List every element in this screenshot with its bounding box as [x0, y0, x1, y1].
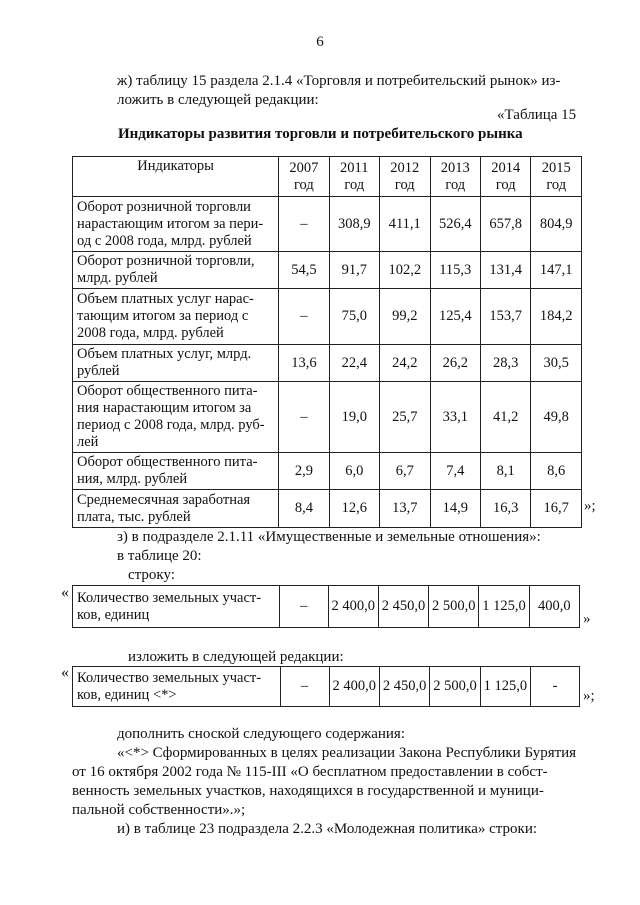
cell-value: 24,2: [380, 345, 430, 382]
section-i-line-1: и) в таблице 23 подраздела 2.2.3 «Молодежная политика» строки:: [117, 821, 538, 837]
cell-value: –: [279, 382, 329, 453]
footnote-line-2: «<*> Сформированных в целях реализации Закона Республики Бурятия: [117, 745, 577, 761]
year-label: 2013: [440, 159, 470, 176]
state-line: изложить в следующей редакции:: [128, 649, 344, 665]
year-label: 2014: [491, 159, 521, 176]
year-unit: год: [394, 176, 415, 193]
table-row: [73, 345, 582, 382]
table15: [72, 156, 582, 528]
cell-value: 657,8: [481, 197, 531, 252]
section-z-line-3: строку:: [128, 567, 175, 583]
cell-value: 33,1: [430, 382, 480, 453]
row-label: [73, 453, 279, 490]
cell-value: 13,7: [380, 490, 430, 528]
cell-value: 14,9: [430, 490, 480, 528]
cell-value: 41,2: [481, 382, 531, 453]
cell-value: 13,6: [279, 345, 329, 382]
table-row: [73, 667, 580, 707]
cell-value: 6,7: [380, 453, 430, 490]
cell-value: –: [279, 586, 328, 628]
label-line: рублей: [77, 363, 120, 379]
row-label: [73, 586, 280, 628]
year-label: 2012: [390, 159, 420, 176]
cell-value: 2 400,0: [328, 586, 378, 628]
cell-value: 526,4: [430, 197, 480, 252]
year-unit: год: [495, 176, 516, 193]
table15-end-mark: »;: [584, 498, 596, 514]
label-line: плата, тыс. рублей: [77, 508, 191, 525]
cell-value: 26,2: [430, 345, 480, 382]
cell-value: –: [279, 197, 329, 252]
cell-value: 49,8: [531, 382, 582, 453]
cell-value: 25,7: [380, 382, 430, 453]
cell-value: 400,0: [529, 586, 579, 628]
cell-value: 147,1: [531, 252, 582, 289]
label-line: Оборот розничной торговли: [77, 198, 251, 215]
label-line: Объем платных услуг, млрд.: [77, 346, 252, 362]
row-label: [73, 252, 279, 289]
cell-value: 115,3: [430, 252, 480, 289]
label-line: Оборот розничной торговли,: [77, 253, 255, 269]
cell-value: 22,4: [329, 345, 379, 382]
table15-header-row: [73, 157, 582, 197]
label-line: ков, единиц <*>: [77, 686, 177, 703]
cell-value: 2,9: [279, 453, 329, 490]
table-row: [73, 586, 580, 628]
header-year: [531, 157, 582, 197]
cell-value: 2 500,0: [429, 586, 479, 628]
section-z-line-1: з) в подразделе 2.1.11 «Имущественные и земельные отношения»:: [117, 529, 541, 545]
cell-value: 184,2: [531, 289, 582, 345]
cell-value: 16,7: [531, 490, 582, 528]
page-number: 6: [316, 34, 324, 50]
row-new-table: [72, 666, 580, 707]
table15-caption: «Таблица 15: [497, 107, 577, 123]
label-line: од с 2008 года, млрд. рублей: [77, 232, 252, 249]
cell-value: 411,1: [380, 197, 430, 252]
cell-value: 75,0: [329, 289, 379, 345]
cell-value: 28,3: [481, 345, 531, 382]
row-label: [73, 197, 279, 252]
close-quote-old: »: [583, 611, 591, 627]
cell-value: 2 500,0: [430, 667, 480, 707]
label-line: Оборот общественного пита-: [77, 454, 258, 470]
cell-value: 16,3: [481, 490, 531, 528]
header-year: [380, 157, 430, 197]
intro-line-2: ложить в следующей редакции:: [117, 92, 319, 108]
cell-value: 308,9: [329, 197, 379, 252]
label-line: ния, млрд. рублей: [77, 471, 188, 487]
cell-value: 6,0: [329, 453, 379, 490]
label-line: Объем платных услуг нарас-: [77, 291, 254, 307]
open-quote-old: «: [61, 584, 69, 601]
year-unit: год: [344, 176, 365, 193]
year-label: 2015: [541, 159, 571, 176]
cell-value: –: [280, 667, 329, 707]
table-row: [73, 289, 582, 345]
cell-value: 131,4: [481, 252, 531, 289]
label-line: лей: [77, 434, 99, 450]
header-indicators: Индикаторы: [73, 157, 279, 197]
cell-value: 1 125,0: [479, 586, 529, 628]
cell-value: 91,7: [329, 252, 379, 289]
cell-value: 7,4: [430, 453, 480, 490]
cell-value: 54,5: [279, 252, 329, 289]
cell-value: 1 125,0: [480, 667, 530, 707]
section-z-line-2: в таблице 20:: [117, 548, 202, 564]
table-row: [73, 382, 582, 453]
label-line: тающим итогом за период с: [77, 308, 249, 324]
label-line: ния нарастающим итогом за: [77, 400, 252, 416]
label-line: период с 2008 года, млрд. руб-: [77, 417, 265, 433]
footnote-line-1: дополнить сноской следующего содержания:: [117, 726, 406, 742]
table-row: [73, 197, 582, 252]
year-label: 2011: [340, 159, 369, 176]
row-label: [73, 382, 279, 453]
cell-value: 2 450,0: [378, 586, 428, 628]
cell-value: 153,7: [481, 289, 531, 345]
footnote-line-5: пальной собственности».»;: [72, 802, 246, 818]
header-year: [329, 157, 379, 197]
header-year: [430, 157, 480, 197]
cell-value: 102,2: [380, 252, 430, 289]
cell-value: 19,0: [329, 382, 379, 453]
table-row: [73, 490, 582, 528]
footnote-line-4: венность земельных участков, находящихся в государственной и муници-: [72, 783, 544, 799]
year-unit: год: [546, 176, 567, 193]
cell-value: 30,5: [531, 345, 582, 382]
label-line: Оборот общественного пита-: [77, 383, 258, 399]
label-line: Количество земельных участ-: [77, 669, 262, 686]
table-row: [73, 453, 582, 490]
intro-line-1: ж) таблицу 15 раздела 2.1.4 «Торговля и потребительский рынок» из-: [117, 73, 561, 89]
cell-value: 804,9: [531, 197, 582, 252]
cell-value: 8,6: [531, 453, 582, 490]
year-label: 2007: [289, 159, 319, 176]
row-label: [73, 289, 279, 345]
cell-value: 12,6: [329, 490, 379, 528]
close-quote-new: »;: [583, 688, 595, 704]
row-label: [73, 490, 279, 528]
cell-value: -: [530, 667, 579, 707]
year-unit: год: [293, 176, 314, 193]
label-line: млрд. рублей: [77, 270, 158, 286]
cell-value: 125,4: [430, 289, 480, 345]
header-year: [279, 157, 329, 197]
row-label: [73, 345, 279, 382]
label-line: Количество земельных участ-: [77, 589, 262, 606]
row-label: [73, 667, 281, 707]
label-line: 2008 года, млрд. рублей: [77, 325, 224, 341]
label-line: ков, единиц: [77, 606, 150, 623]
table15-title: Индикаторы развития торговли и потребительского рынка: [118, 126, 523, 142]
cell-value: 2 450,0: [379, 667, 429, 707]
cell-value: –: [279, 289, 329, 345]
cell-value: 8,1: [481, 453, 531, 490]
year-unit: год: [445, 176, 466, 193]
row-old-table: [72, 585, 580, 628]
footnote-line-3: от 16 октября 2002 года № 115-III «О бесплатном предоставлении в собст-: [72, 764, 548, 780]
table-row: [73, 252, 582, 289]
header-year: [481, 157, 531, 197]
cell-value: 8,4: [279, 490, 329, 528]
open-quote-new: «: [61, 664, 69, 681]
cell-value: 99,2: [380, 289, 430, 345]
label-line: Среднемесячная заработная: [77, 491, 251, 508]
label-line: нарастающим итогом за пери-: [77, 215, 264, 232]
cell-value: 2 400,0: [329, 667, 379, 707]
